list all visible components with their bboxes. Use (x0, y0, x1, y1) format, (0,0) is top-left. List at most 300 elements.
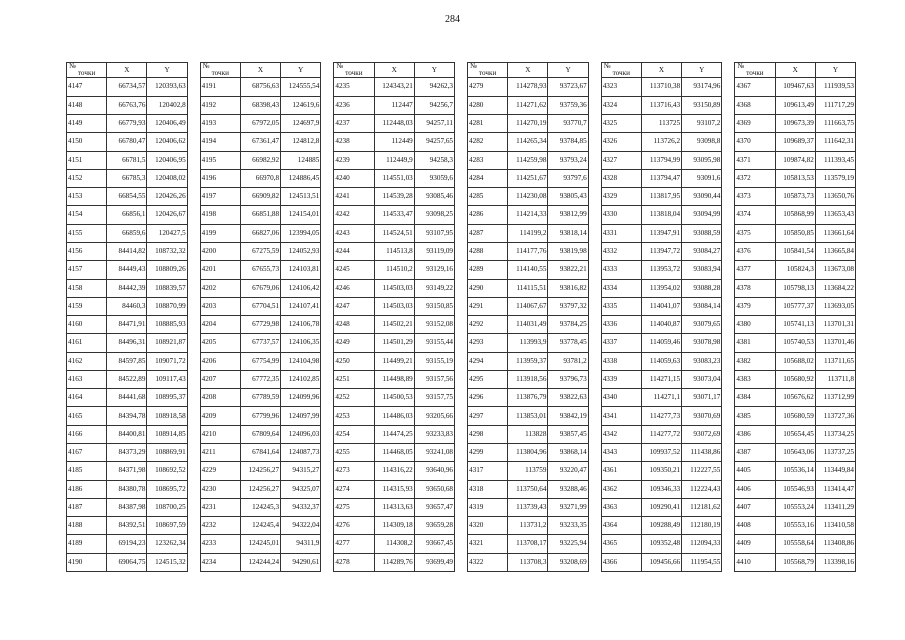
x-coordinate-cell: 114501,29 (374, 334, 414, 352)
x-coordinate-cell: 109937,52 (641, 444, 681, 462)
x-coordinate-cell: 69064,75 (107, 553, 147, 571)
table-row (67, 96, 188, 114)
y-coordinate-cell: 93759,36 (548, 96, 588, 114)
y-coordinate-cell: 113673,08 (815, 261, 855, 279)
y-coordinate-cell: 113701,31 (815, 316, 855, 334)
coordinate-table (333, 62, 455, 572)
y-coordinate-cell: 93233,35 (548, 517, 588, 535)
x-coordinate-cell: 114502,21 (374, 316, 414, 334)
x-coordinate-cell: 66859,6 (107, 224, 147, 242)
table-row (200, 444, 321, 462)
table-row (735, 480, 856, 498)
y-coordinate-cell: 93812,99 (548, 206, 588, 224)
table-row (601, 444, 722, 462)
point-number-cell: 4247 (334, 297, 374, 315)
y-coordinate-cell: 93129,16 (414, 261, 454, 279)
point-number-cell: 4285 (468, 188, 508, 206)
y-coordinate-cell: 112181,62 (682, 498, 722, 516)
table-row (200, 352, 321, 370)
point-number-cell: 4288 (468, 242, 508, 260)
x-coordinate-cell: 109613,49 (775, 96, 815, 114)
point-number-cell: 4324 (601, 96, 641, 114)
table-row (468, 444, 589, 462)
table-row (67, 316, 188, 334)
point-number-cell: 4242 (334, 206, 374, 224)
point-number-cell: 4296 (468, 389, 508, 407)
table-row (200, 316, 321, 334)
point-number-cell: 4331 (601, 224, 641, 242)
x-coordinate-cell: 84380,78 (107, 480, 147, 498)
x-coordinate-cell: 66909,82 (240, 188, 280, 206)
x-coordinate-cell: 105873,73 (775, 188, 815, 206)
table-row (334, 78, 455, 96)
x-coordinate-cell: 109288,49 (641, 517, 681, 535)
y-coordinate-cell: 124052,93 (281, 242, 321, 260)
y-coordinate-cell: 93793,24 (548, 151, 588, 169)
point-number-cell: 4294 (468, 352, 508, 370)
table-row (735, 151, 856, 169)
y-coordinate-cell: 94325,07 (281, 480, 321, 498)
table-row (67, 444, 188, 462)
point-label-header: точки (334, 70, 374, 78)
table-row (468, 517, 589, 535)
y-coordinate-cell: 123262,34 (147, 535, 187, 553)
x-coordinate-cell: 113794,47 (641, 169, 681, 187)
y-coordinate-cell: 93241,08 (414, 444, 454, 462)
point-number-cell: 4252 (334, 389, 374, 407)
table-row (67, 352, 188, 370)
point-number-cell: 4341 (601, 407, 641, 425)
point-number-header: № (334, 63, 374, 71)
table-row (468, 224, 589, 242)
point-number-cell: 4255 (334, 444, 374, 462)
table-row (468, 535, 589, 553)
point-number-cell: 4202 (200, 279, 240, 297)
y-coordinate-cell: 124697,9 (281, 114, 321, 132)
table-row (468, 206, 589, 224)
table-row (200, 169, 321, 187)
point-number-cell: 4251 (334, 370, 374, 388)
x-coordinate-cell: 113739,43 (508, 498, 548, 516)
y-coordinate-cell: 113414,47 (815, 480, 855, 498)
table-row (601, 297, 722, 315)
y-coordinate-cell: 93095,98 (682, 151, 722, 169)
point-number-cell: 4323 (601, 78, 641, 96)
y-coordinate-cell: 124555,54 (281, 78, 321, 96)
point-number-cell: 4231 (200, 498, 240, 516)
table-row (601, 370, 722, 388)
y-coordinate-cell: 93225,94 (548, 535, 588, 553)
page-number: 284 (445, 14, 460, 25)
y-coordinate-cell: 108870,99 (147, 297, 187, 315)
point-number-cell: 4376 (735, 242, 775, 260)
x-coordinate-cell: 84387,98 (107, 498, 147, 516)
point-number-cell: 4364 (601, 517, 641, 535)
point-number-cell: 4192 (200, 96, 240, 114)
table-row (601, 206, 722, 224)
point-number-cell: 4410 (735, 553, 775, 571)
x-coordinate-cell: 67361,47 (240, 133, 280, 151)
point-number-cell: 4240 (334, 169, 374, 187)
point-number-cell: 4362 (601, 480, 641, 498)
table-row (200, 553, 321, 571)
table-row (601, 462, 722, 480)
point-number-cell: 4206 (200, 352, 240, 370)
y-coordinate-cell: 108700,25 (147, 498, 187, 516)
point-number-cell: 4286 (468, 206, 508, 224)
x-coordinate-cell: 105553,24 (775, 498, 815, 516)
x-coordinate-cell: 84496,31 (107, 334, 147, 352)
table-row (468, 425, 589, 443)
table-row (735, 370, 856, 388)
y-coordinate-cell: 93723,67 (548, 78, 588, 96)
y-coordinate-cell: 93220,47 (548, 462, 588, 480)
y-coordinate-cell: 93816,82 (548, 279, 588, 297)
x-coordinate-cell: 113804,96 (508, 444, 548, 462)
x-coordinate-cell: 66851,88 (240, 206, 280, 224)
y-coordinate-cell: 113411,29 (815, 498, 855, 516)
y-coordinate-cell: 93208,69 (548, 553, 588, 571)
y-coordinate-cell: 124106,78 (281, 316, 321, 334)
y-coordinate-cell: 93084,27 (682, 242, 722, 260)
table-row (67, 297, 188, 315)
table-row (735, 407, 856, 425)
x-coordinate-cell: 114551,03 (374, 169, 414, 187)
table-row (200, 334, 321, 352)
table-row (601, 78, 722, 96)
point-number-cell: 4187 (67, 498, 107, 516)
table-row (601, 425, 722, 443)
y-coordinate-cell: 120426,67 (147, 206, 187, 224)
x-coordinate-cell: 114503,03 (374, 279, 414, 297)
point-number-cell: 4289 (468, 261, 508, 279)
y-coordinate-cell: 93797,6 (548, 169, 588, 187)
x-coordinate-cell: 84522,89 (107, 370, 147, 388)
coordinate-table (66, 62, 188, 572)
table-row (67, 133, 188, 151)
table-row (468, 480, 589, 498)
y-coordinate-cell: 113661,64 (815, 224, 855, 242)
y-coordinate-cell: 111393,45 (815, 151, 855, 169)
point-number-cell: 4160 (67, 316, 107, 334)
point-number-cell: 4367 (735, 78, 775, 96)
table-row (601, 517, 722, 535)
point-number-cell: 4277 (334, 535, 374, 553)
x-coordinate-cell: 113959,37 (508, 352, 548, 370)
table-row (601, 352, 722, 370)
x-coordinate-cell: 84371,98 (107, 462, 147, 480)
table-row (67, 334, 188, 352)
x-coordinate-cell: 114259,98 (508, 151, 548, 169)
x-coordinate-cell: 113954,02 (641, 279, 681, 297)
x-coordinate-cell: 114140,55 (508, 261, 548, 279)
x-column-header: X (508, 63, 548, 78)
y-coordinate-cell: 93650,68 (414, 480, 454, 498)
point-number-header: № (67, 63, 107, 71)
table-row (601, 407, 722, 425)
table-row (67, 389, 188, 407)
table-row (67, 206, 188, 224)
x-coordinate-cell: 105680,92 (775, 370, 815, 388)
table-row (601, 96, 722, 114)
table-row (735, 444, 856, 462)
point-number-cell: 4159 (67, 297, 107, 315)
y-coordinate-cell: 113737,25 (815, 444, 855, 462)
x-coordinate-cell: 66734,57 (107, 78, 147, 96)
point-number-header: № (735, 63, 775, 71)
x-coordinate-cell: 105568,79 (775, 553, 815, 571)
y-coordinate-cell: 113734,25 (815, 425, 855, 443)
x-coordinate-cell: 114271,1 (641, 389, 681, 407)
table-row (601, 169, 722, 187)
y-coordinate-cell: 93822,21 (548, 261, 588, 279)
y-coordinate-cell: 93699,49 (414, 553, 454, 571)
table-row (735, 517, 856, 535)
point-number-cell: 4185 (67, 462, 107, 480)
y-coordinate-cell: 113711,65 (815, 352, 855, 370)
x-coordinate-cell: 105813,53 (775, 169, 815, 187)
point-number-cell: 4385 (735, 407, 775, 425)
y-coordinate-cell: 93805,43 (548, 188, 588, 206)
y-coordinate-cell: 111642,31 (815, 133, 855, 151)
table-row (334, 444, 455, 462)
point-label-header: точки (601, 70, 641, 78)
point-number-cell: 4186 (67, 480, 107, 498)
y-coordinate-cell: 108809,26 (147, 261, 187, 279)
point-number-cell: 4337 (601, 334, 641, 352)
y-coordinate-cell: 93157,56 (414, 370, 454, 388)
y-coordinate-cell: 113653,43 (815, 206, 855, 224)
table-row (334, 425, 455, 443)
y-coordinate-cell: 111939,53 (815, 78, 855, 96)
x-coordinate-cell: 114040,87 (641, 316, 681, 334)
x-coordinate-cell: 105777,37 (775, 297, 815, 315)
point-number-cell: 4279 (468, 78, 508, 96)
x-coordinate-cell: 114316,22 (374, 462, 414, 480)
point-number-cell: 4340 (601, 389, 641, 407)
point-number-cell: 4339 (601, 370, 641, 388)
point-number-cell: 4375 (735, 224, 775, 242)
table-row (468, 96, 589, 114)
y-coordinate-cell: 120393,63 (147, 78, 187, 96)
y-coordinate-cell: 93073,04 (682, 370, 722, 388)
x-coordinate-cell: 84471,91 (107, 316, 147, 334)
point-number-cell: 4229 (200, 462, 240, 480)
x-coordinate-cell: 113716,43 (641, 96, 681, 114)
y-coordinate-cell: 124107,41 (281, 297, 321, 315)
x-coordinate-cell: 112449,9 (374, 151, 414, 169)
x-coordinate-cell: 109346,33 (641, 480, 681, 498)
table-row (601, 224, 722, 242)
y-coordinate-cell: 113410,58 (815, 517, 855, 535)
point-number-cell: 4338 (601, 352, 641, 370)
table-row (67, 169, 188, 187)
x-coordinate-cell: 105850,85 (775, 224, 815, 242)
point-number-cell: 4150 (67, 133, 107, 151)
point-number-cell: 4292 (468, 316, 508, 334)
table-row (468, 169, 589, 187)
y-coordinate-cell: 112224,43 (682, 480, 722, 498)
x-coordinate-cell: 114486,03 (374, 407, 414, 425)
x-coordinate-cell: 67737,57 (240, 334, 280, 352)
y-coordinate-cell: 93784,85 (548, 133, 588, 151)
table-row (468, 188, 589, 206)
x-coordinate-cell: 114177,76 (508, 242, 548, 260)
x-coordinate-cell: 113828 (508, 425, 548, 443)
point-number-cell: 4158 (67, 279, 107, 297)
point-number-cell: 4381 (735, 334, 775, 352)
y-coordinate-cell: 93088,28 (682, 279, 722, 297)
table-row (200, 370, 321, 388)
y-coordinate-cell: 94257,11 (414, 114, 454, 132)
x-coordinate-cell: 124343,21 (374, 78, 414, 96)
x-coordinate-cell: 124256,27 (240, 480, 280, 498)
y-coordinate-cell: 93119,09 (414, 242, 454, 260)
table-row (334, 133, 455, 151)
table-row (67, 279, 188, 297)
table-row (200, 242, 321, 260)
table-row (601, 261, 722, 279)
point-number-cell: 4208 (200, 389, 240, 407)
y-coordinate-cell: 124104,98 (281, 352, 321, 370)
point-number-cell: 4239 (334, 151, 374, 169)
table-row (468, 352, 589, 370)
point-number-cell: 4254 (334, 425, 374, 443)
y-coordinate-cell: 93091,6 (682, 169, 722, 187)
table-row (601, 553, 722, 571)
table-row (334, 389, 455, 407)
y-coordinate-cell: 93078,98 (682, 334, 722, 352)
table-row (200, 133, 321, 151)
x-coordinate-cell: 113794,99 (641, 151, 681, 169)
point-number-cell: 4325 (601, 114, 641, 132)
y-coordinate-cell: 93107,95 (414, 224, 454, 242)
y-coordinate-cell: 124102,85 (281, 370, 321, 388)
x-coordinate-cell: 84441,68 (107, 389, 147, 407)
point-number-cell: 4290 (468, 279, 508, 297)
x-coordinate-cell: 113817,95 (641, 188, 681, 206)
x-coordinate-cell: 114313,63 (374, 498, 414, 516)
table-row (334, 96, 455, 114)
point-number-cell: 4319 (468, 498, 508, 516)
y-coordinate-cell: 94332,37 (281, 498, 321, 516)
y-coordinate-cell: 113701,46 (815, 334, 855, 352)
y-coordinate-cell: 124096,03 (281, 425, 321, 443)
point-number-cell: 4203 (200, 297, 240, 315)
x-coordinate-cell: 113876,79 (508, 389, 548, 407)
point-number-cell: 4165 (67, 407, 107, 425)
y-coordinate-cell: 94262,3 (414, 78, 454, 96)
y-coordinate-cell: 113449,84 (815, 462, 855, 480)
table-row (200, 425, 321, 443)
x-coordinate-cell: 109467,63 (775, 78, 815, 96)
y-coordinate-cell: 124619,6 (281, 96, 321, 114)
x-coordinate-cell: 67972,05 (240, 114, 280, 132)
table-row (67, 78, 188, 96)
y-coordinate-cell: 93822,63 (548, 389, 588, 407)
point-number-cell: 4365 (601, 535, 641, 553)
table-row (67, 114, 188, 132)
x-coordinate-cell: 67841,64 (240, 444, 280, 462)
y-coordinate-cell: 124099,96 (281, 389, 321, 407)
y-coordinate-cell: 93157,75 (414, 389, 454, 407)
table-row (334, 242, 455, 260)
x-coordinate-cell: 67729,98 (240, 316, 280, 334)
point-number-cell: 4275 (334, 498, 374, 516)
table-row (200, 96, 321, 114)
table-row (334, 188, 455, 206)
x-coordinate-cell: 84392,51 (107, 517, 147, 535)
x-coordinate-cell: 68398,43 (240, 96, 280, 114)
table-row (334, 261, 455, 279)
y-coordinate-cell: 93149,22 (414, 279, 454, 297)
point-number-cell: 4374 (735, 206, 775, 224)
point-number-cell: 4321 (468, 535, 508, 553)
point-number-cell: 4166 (67, 425, 107, 443)
point-number-cell: 4164 (67, 389, 107, 407)
point-number-cell: 4245 (334, 261, 374, 279)
point-number-cell: 4369 (735, 114, 775, 132)
y-column-header: Y (548, 63, 588, 78)
y-coordinate-cell: 124103,81 (281, 261, 321, 279)
table-row (468, 407, 589, 425)
table-row (468, 334, 589, 352)
x-coordinate-cell: 105558,64 (775, 535, 815, 553)
x-coordinate-cell: 114214,33 (508, 206, 548, 224)
point-number-cell: 4384 (735, 389, 775, 407)
y-coordinate-cell: 113693,05 (815, 297, 855, 315)
y-column-header: Y (281, 63, 321, 78)
point-number-cell: 4147 (67, 78, 107, 96)
x-coordinate-cell: 84449,43 (107, 261, 147, 279)
table-row (601, 535, 722, 553)
point-number-cell: 4273 (334, 462, 374, 480)
y-coordinate-cell: 93155,44 (414, 334, 454, 352)
x-coordinate-cell: 113725 (641, 114, 681, 132)
y-coordinate-cell: 93079,65 (682, 316, 722, 334)
y-column-header: Y (815, 63, 855, 78)
point-number-cell: 4190 (67, 553, 107, 571)
point-number-cell: 4198 (200, 206, 240, 224)
coordinate-table (467, 62, 589, 572)
x-coordinate-cell: 105688,02 (775, 352, 815, 370)
x-coordinate-cell: 109290,41 (641, 498, 681, 516)
y-coordinate-cell: 94311,9 (281, 535, 321, 553)
y-coordinate-cell: 93205,66 (414, 407, 454, 425)
table-row (67, 517, 188, 535)
y-coordinate-cell: 93778,45 (548, 334, 588, 352)
x-coordinate-cell: 113731,2 (508, 517, 548, 535)
x-coordinate-cell: 109874,82 (775, 151, 815, 169)
y-coordinate-cell: 120408,02 (147, 169, 187, 187)
x-coordinate-cell: 66785,3 (107, 169, 147, 187)
y-coordinate-cell: 113712,99 (815, 389, 855, 407)
x-coordinate-cell: 124256,27 (240, 462, 280, 480)
x-coordinate-cell: 113708,3 (508, 553, 548, 571)
table-row (601, 279, 722, 297)
y-coordinate-cell: 120426,26 (147, 188, 187, 206)
table-row (735, 114, 856, 132)
x-coordinate-cell: 105536,14 (775, 462, 815, 480)
point-number-header: № (200, 63, 240, 71)
point-number-cell: 4295 (468, 370, 508, 388)
point-number-cell: 4318 (468, 480, 508, 498)
table-row (200, 480, 321, 498)
point-number-cell: 4370 (735, 133, 775, 151)
y-coordinate-cell: 93857,45 (548, 425, 588, 443)
point-number-cell: 4209 (200, 407, 240, 425)
table-row (334, 334, 455, 352)
